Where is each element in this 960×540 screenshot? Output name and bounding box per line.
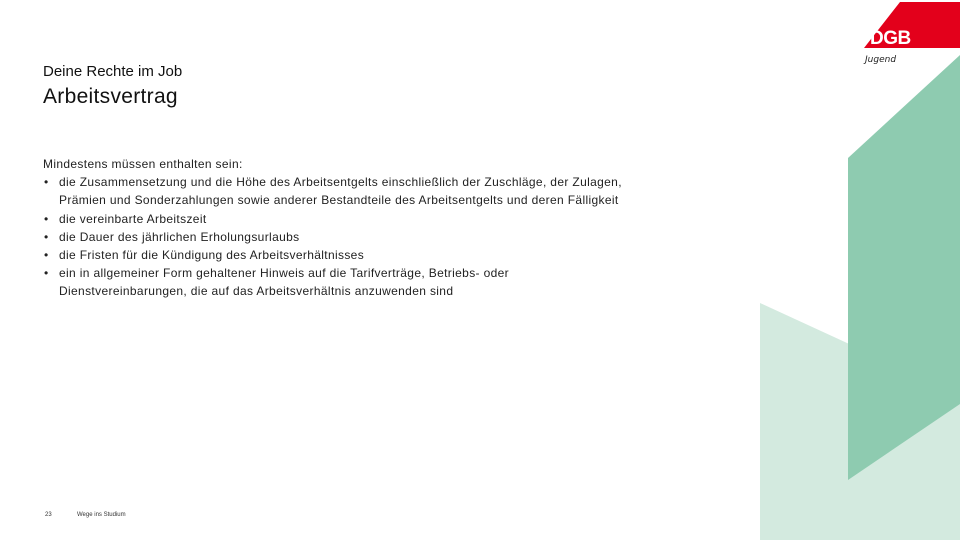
slide-title: Arbeitsvertrag xyxy=(43,85,178,108)
content-lead: Mindestens müssen enthalten sein: xyxy=(43,157,243,171)
slide-subtitle: Deine Rechte im Job xyxy=(43,63,183,80)
bullet-item: • die Fristen für die Kündigung des Arbeitsverhältnisses xyxy=(43,246,633,264)
bullet-list xyxy=(43,173,643,300)
bullet-item: • die vereinbarte Arbeitszeit xyxy=(43,210,633,228)
dgb-jugend-logo xyxy=(860,0,960,70)
bullet-item: • die Dauer des jährlichen Erholungsurlaubs xyxy=(43,228,633,246)
bullet-item: • die Zusammensetzung und die Höhe des Arbeitsentgelts einschließlich der Zuschläge, der Zulagen, Prämien und Sonderzahlungen sowie anderer Bestandteile des Arbeitsentgelts und deren Fälligkeit xyxy=(43,173,633,209)
page-number: 23 xyxy=(45,512,52,518)
content-body xyxy=(43,155,643,301)
footer-text: Wege ins Studium xyxy=(77,512,126,518)
logo-subline: Jugend xyxy=(865,55,897,65)
logo-wordmark: DGB xyxy=(870,28,911,49)
bullet-item: • ein in allgemeiner Form gehaltener Hinweis auf die Tarifverträge, Betriebs- oder Dienstvereinbarungen, die auf das Arbeitsverhältnis anzuwenden sind xyxy=(43,264,633,300)
